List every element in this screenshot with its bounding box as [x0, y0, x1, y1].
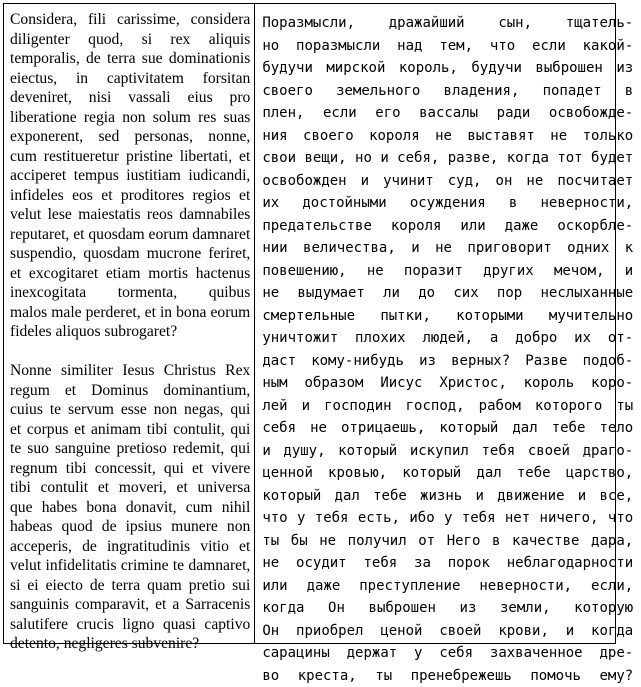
russian-line: или даже преступление неверности, если,	[262, 575, 633, 598]
latin-line: velut lese maiestatis reos damnabiles	[10, 205, 250, 225]
russian-line: свои вещи, но и себя, разве, когда тот будет	[262, 147, 633, 170]
russian-line: уничтожит плохих людей, а добро их от-	[262, 327, 633, 350]
latin-paragraph-2	[10, 361, 250, 654]
latin-line: te suo sanguine pretioso redemit, qui	[10, 439, 250, 459]
latin-line: malos male perderet, et in bona eorum	[10, 303, 250, 323]
latin-line: fideles aliquos subrogaret?	[10, 322, 250, 342]
latin-line: velut infidelitatis crimine te damnaret,	[10, 556, 250, 576]
latin-paragraph-1	[10, 10, 250, 342]
russian-line: плен, если его вассалы ради освобожде-	[262, 102, 633, 125]
latin-line: salutifere crucis ligno quasi captivo	[10, 615, 250, 635]
latin-line: sanguinis comparavit, et a Sarracenis	[10, 595, 250, 615]
russian-line: и душу, который искупил тебя своей драго-	[262, 440, 633, 463]
latin-line: regum et Dominus dominantium,	[10, 381, 250, 401]
latin-line: cuius te servum esse non negas, qui	[10, 400, 250, 420]
latin-line: suspendio, quosdam mucrone feriret,	[10, 244, 250, 264]
russian-line: их достойными осуждения в неверности,	[262, 192, 633, 215]
russian-line: будучи мирской король, будучи выброшен из	[262, 57, 633, 80]
russian-line: ным образом Иисус Христос, король коро-	[262, 372, 633, 395]
russian-line: не выдумает ли до сих пор неслыханные	[262, 282, 633, 305]
paragraph-gap	[10, 342, 250, 362]
russian-translation-column	[255, 4, 641, 643]
russian-line: когда Он выброшен из земли, которую	[262, 597, 633, 620]
russian-line: Он приобрел ценой своей крови, и когда	[262, 620, 633, 643]
latin-line: habeas quod de ipsius munere non	[10, 517, 250, 537]
russian-line: нии величества, и не приговорит одних к	[262, 237, 633, 260]
russian-line: сарацины держат у себя захваченное дре-	[262, 642, 633, 665]
russian-line: ния своего короля не выставят не только	[262, 125, 633, 148]
russian-line: лей и господин господ, рабом которого ты	[262, 395, 633, 418]
latin-line: reputaret, et quosdam eorum damnaret	[10, 225, 250, 245]
latin-line: Nonne similiter Iesus Christus Rex	[10, 361, 250, 381]
russian-line: своего земельного владения, попадет в	[262, 80, 633, 103]
latin-line: cum restitueretur pristine libertati, et	[10, 147, 250, 167]
latin-line: et corpus et animam tibi contulit, qui	[10, 420, 250, 440]
latin-line: acceperis, de ingratitudinis vitio et	[10, 537, 250, 557]
latin-line: temporalis, de terra sue dominationis	[10, 49, 250, 69]
latin-line: eiectus, in captivitatem forsitan	[10, 69, 250, 89]
latin-line: detento, negligeres subvenire?	[10, 634, 250, 654]
russian-line: повешению, не поразит других мечом, и	[262, 260, 633, 283]
russian-line: даст кому-нибудь из верных? Разве подоб-	[262, 350, 633, 373]
latin-text-column	[4, 4, 255, 643]
russian-line: смертельные пытки, которыми мучительно	[262, 305, 633, 328]
latin-line: tibi contulit et moveri, et universa	[10, 478, 250, 498]
latin-line: si ei eiecto de terra quam pretio sui	[10, 576, 250, 596]
latin-line: infideles eos et proditores regios et	[10, 186, 250, 206]
russian-line: который дал тебе жизнь и движение и все,	[262, 485, 633, 508]
russian-line: не осудит тебя за порок неблагодарности	[262, 552, 633, 575]
russian-line: себя не отрицаешь, который дал тебе тело	[262, 417, 633, 440]
latin-line: et excogitaret etiam mortis hactenus	[10, 264, 250, 284]
latin-line: exponerent, sed personas, nonne,	[10, 127, 250, 147]
russian-line: освобожден и учинит суд, он не посчитает	[262, 170, 633, 193]
parallel-text-table	[3, 3, 616, 644]
russian-line: что у тебя есть, ибо у тебя нет ничего, что	[262, 507, 633, 530]
latin-line: regnum tibi concessit, qui et vivere	[10, 459, 250, 479]
latin-line: diligenter quod, si rex aliquis	[10, 30, 250, 50]
latin-line: deveniret, nisi vassali eius pro	[10, 88, 250, 108]
russian-line: ценной кровью, который дал тебе царство,	[262, 462, 633, 485]
latin-line: acciperet tempus iustitiam iudicandi,	[10, 166, 250, 186]
russian-line: во креста, ты пренебрежешь помочь ему?	[262, 665, 633, 687]
latin-line: inexcogitata tormenta, quibus	[10, 283, 250, 303]
russian-line: предательстве короля или даже оскорбле-	[262, 215, 633, 238]
russian-line: но поразмысли над тем, что если какой-	[262, 35, 633, 58]
latin-line: que habes bona donavit, cum nihil	[10, 498, 250, 518]
russian-line: Поразмысли, дражайший сын, тщатель-	[262, 12, 633, 35]
latin-line: liberatione regia non solum res suas	[10, 108, 250, 128]
russian-line: ты бы не получил от Него в качестве дара,	[262, 530, 633, 553]
latin-line: Considera, fili carissime, considera	[10, 10, 250, 30]
